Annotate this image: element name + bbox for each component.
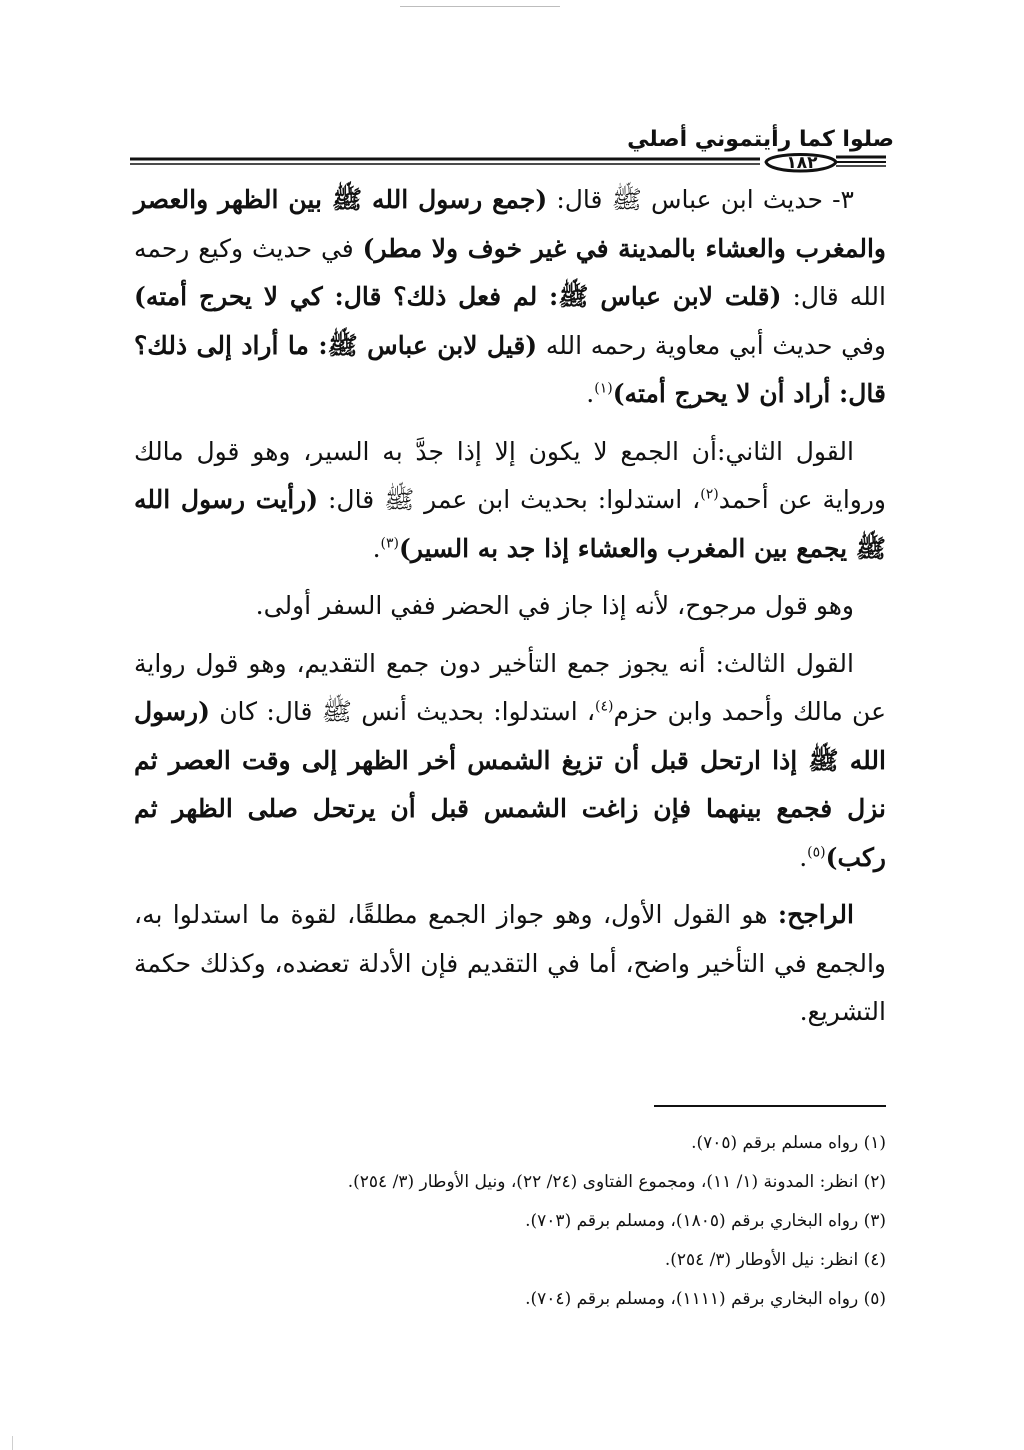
body-text-run: في حديث وكيع رحمه الله قال: (134, 233, 886, 311)
footnote-separator (654, 1105, 886, 1107)
body-text-run: . (586, 379, 595, 408)
footnote-marker: (٣) (380, 535, 399, 552)
quoted-hadith-text: الراجح: (777, 900, 854, 929)
paragraph-5 (134, 891, 886, 1037)
footnotes-block (126, 1124, 886, 1319)
paragraph-3 (134, 582, 886, 631)
body-text-run: وفي حديث أبي معاوية رحمه الله (537, 330, 886, 360)
paragraph-2 (134, 428, 886, 574)
main-text-body (134, 176, 886, 1046)
footnote-4: (٤) انظر: نيل الأوطار (٣/ ٢٥٤). (664, 1250, 886, 1270)
quoted-hadith-text: (قيل لابن عباس ﷺ: ما أراد إلى ذلك؟ قال: أراد أن لا يحرج أمته) (134, 330, 886, 408)
footnote-marker: (١) (594, 380, 613, 397)
footnote-marker: (٥) (807, 844, 826, 861)
body-text-run: هو القول الأول، وهو جواز الجمع مطلقًا، لقوة ما استدلوا به، والجمع في التأخير واضح، أما في التقديم فإن الأدلة تعضده، وكذلك حكمة التشريع. (134, 900, 886, 1026)
quoted-hadith-text: (رسول الله ﷺ إذا ارتحل قبل أن تزيغ الشمس أخر الظهر إلى وقت العصر ثم نزل فجمع بينهما فإن زاغت الشمس قبل أن يرتحل صلى الظهر ثم ركب) (134, 697, 886, 872)
running-header-title: صلوا كما رأيتموني أصلي (627, 127, 894, 152)
paragraph-4 (134, 640, 886, 883)
quoted-hadith-text: (جمع رسول الله ﷺ بين الظهر والعصر والمغرب والعشاء بالمدينة في غير خوف ولا مطر) (134, 185, 886, 263)
footnote-2: (٢) انظر: المدونة (١/ ١١)، ومجموع الفتاوى (٢٤/ ٢٢)، ونيل الأوطار (٣/ ٢٥٤). (347, 1172, 886, 1192)
body-text-run: وهو قول مرجوح، لأنه إذا جاز في الحضر ففي السفر أولى. (255, 591, 854, 620)
quoted-hadith-text: (رأيت رسول الله ﷺ يجمع بين المغرب والعشاء إذا جد به السير) (134, 485, 886, 563)
body-text-run: . (799, 842, 808, 872)
page-number: ١٨٢ (786, 153, 818, 173)
footnote-5: (٥) رواه البخاري برقم (١١١١)، ومسلم برقم (٧٠٤). (525, 1289, 886, 1309)
scan-edge-mark (12, 1436, 13, 1450)
body-text-run: ٣- حديث ابن عباس ﷺ قال: (547, 185, 854, 214)
body-text-run: القول الثالث: أنه يجوز جمع التأخير دون جمع التقديم، وهو قول رواية عن مالك وأحمد وابن حزم (134, 648, 886, 726)
quoted-hadith-text: (قلت لابن عباس ﷺ: لم فعل ذلك؟ قال: كي لا يحرج أمته) (134, 282, 782, 311)
paragraph-1 (134, 176, 886, 419)
body-text-run: . (372, 533, 381, 563)
top-scan-rule (400, 6, 560, 7)
footnote-marker: (٤) (595, 698, 614, 715)
body-text-run: ، استدلوا: بحديث ابن عمر ﷺ قال: (318, 485, 701, 514)
footnote-3: (٣) رواه البخاري برقم (١٨٠٥)، ومسلم برقم (٧٠٣). (525, 1211, 886, 1231)
body-text-run: ، استدلوا: بحديث أنس ﷺ قال: كان (209, 697, 596, 726)
body-text-run: القول الثاني:أن الجمع لا يكون إلا إذا جدَّ به السير، وهو قول مالك ورواية عن أحمد (134, 436, 886, 514)
footnote-marker: (٢) (700, 486, 719, 503)
footnote-1: (١) رواه مسلم برقم (٧٠٥). (691, 1133, 886, 1153)
